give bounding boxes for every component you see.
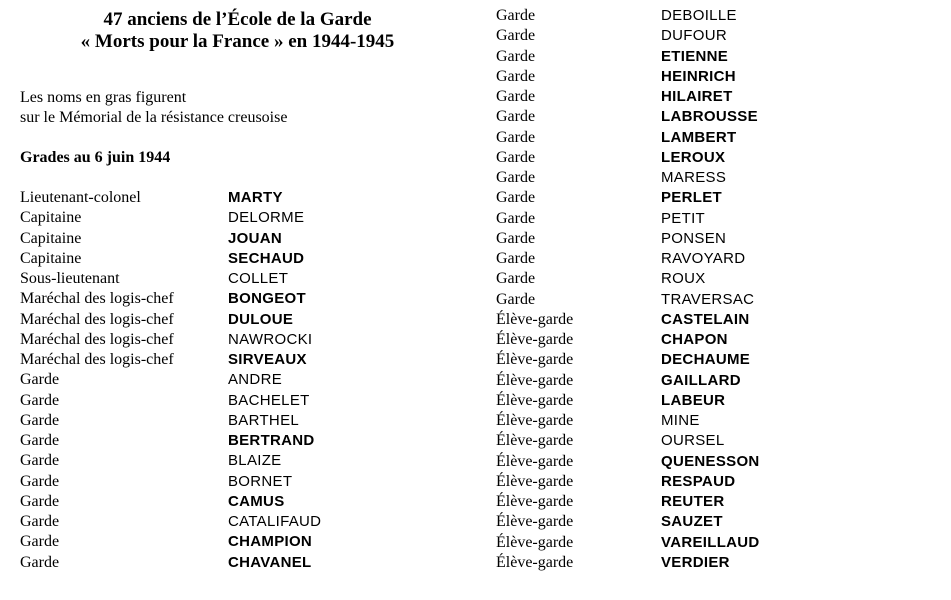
rank-label: Garde — [496, 67, 536, 85]
rank-label: Garde — [20, 411, 60, 429]
surname-label: DEBOILLE — [661, 7, 737, 24]
surname-label: CHAVANEL — [228, 553, 312, 571]
rank-label: Lieutenant-colonel — [20, 189, 141, 206]
surname-label: DECHAUME — [661, 351, 751, 369]
rank-label: Maréchal des logis-chef — [20, 310, 174, 328]
rank-label: Garde — [20, 452, 60, 470]
surname-label: MARTY — [228, 189, 283, 206]
surname-label: PERLET — [661, 189, 722, 207]
rank-label: Garde — [496, 290, 536, 308]
surname-label: QUENESSON — [661, 452, 760, 470]
rank-label: Élève-garde — [496, 351, 574, 369]
surname-label: HILAIRET — [661, 88, 733, 105]
surname-label: MARESS — [661, 169, 727, 186]
surname-label: REUTER — [661, 493, 725, 510]
rank-label: Garde — [496, 88, 536, 105]
surname-label: OURSEL — [661, 432, 725, 450]
intro-line-1: Les noms en gras figurent — [20, 89, 187, 106]
rank-label: Élève-garde — [496, 391, 574, 409]
surname-label: TRAVERSAC — [661, 290, 755, 308]
rank-label: Garde — [496, 47, 536, 65]
surname-label: DUFOUR — [661, 27, 727, 45]
rank-label: Garde — [496, 148, 536, 166]
rank-label: Élève-garde — [496, 452, 574, 470]
surname-label: CHAPON — [661, 331, 728, 348]
surname-label: GAILLARD — [661, 371, 741, 389]
rank-label: Capitaine — [20, 249, 82, 267]
surname-label: HEINRICH — [661, 67, 736, 85]
rank-label: Élève-garde — [496, 493, 574, 510]
rank-label: Garde — [496, 27, 536, 45]
surname-label: BLAIZE — [228, 452, 282, 470]
rank-label: Garde — [496, 209, 536, 227]
surname-label: LAMBERT — [661, 128, 737, 146]
surname-label: RAVOYARD — [661, 250, 746, 267]
surname-label: CAMUS — [228, 492, 285, 510]
rank-label: Garde — [20, 432, 60, 449]
rank-label: Élève-garde — [496, 533, 574, 551]
surname-label: PETIT — [661, 209, 706, 227]
page-title-line-1: 47 anciens de l’École de la Garde — [103, 9, 372, 30]
rank-label: Garde — [496, 270, 536, 288]
rank-label: Élève-garde — [496, 371, 574, 389]
surname-label: BONGEOT — [228, 290, 306, 308]
rank-label: Garde — [20, 492, 60, 510]
surname-label: CHAMPION — [228, 533, 313, 551]
surname-label: ANDRE — [228, 371, 283, 389]
rank-label: Sous-lieutenant — [20, 270, 120, 287]
rank-label: Garde — [496, 7, 536, 24]
rank-label: Maréchal des logis-chef — [20, 351, 174, 368]
surname-label: LABROUSSE — [661, 108, 758, 126]
rank-label: Élève-garde — [496, 553, 574, 571]
rank-label: Garde — [496, 250, 536, 267]
rank-label: Garde — [20, 391, 60, 409]
surname-label: PONSEN — [661, 229, 727, 247]
rank-label: Élève-garde — [496, 432, 574, 450]
rank-label: Élève-garde — [496, 412, 574, 429]
surname-label: CATALIFAUD — [228, 513, 322, 530]
rank-label: Garde — [496, 169, 536, 186]
rank-label: Garde — [20, 513, 60, 530]
surname-label: COLLET — [228, 270, 289, 287]
surname-label: VERDIER — [661, 553, 730, 571]
rank-label: Garde — [20, 533, 60, 551]
rank-label: Maréchal des logis-chef — [20, 290, 174, 308]
surname-label: RESPAUD — [661, 472, 736, 490]
surname-label: MINE — [661, 412, 700, 429]
rank-label: Élève-garde — [496, 513, 574, 531]
surname-label: NAWROCKI — [228, 330, 313, 348]
rank-label: Garde — [20, 371, 60, 389]
surname-label: CASTELAIN — [661, 310, 750, 328]
surname-label: LEROUX — [661, 148, 726, 166]
grades-heading: Grades au 6 juin 1944 — [20, 149, 171, 166]
surname-label: SECHAUD — [228, 249, 305, 267]
rank-label: Élève-garde — [496, 331, 574, 348]
surname-label: BORNET — [228, 472, 293, 490]
surname-label: ETIENNE — [661, 47, 729, 65]
rank-label: Garde — [496, 108, 536, 126]
intro-line-2: sur le Mémorial de la résistance creusoise — [20, 109, 288, 126]
surname-label: JOUAN — [228, 229, 283, 247]
rank-label: Garde — [20, 472, 60, 490]
surname-label: SAUZET — [661, 513, 723, 531]
rank-label: Garde — [20, 553, 60, 571]
surname-label: DELORME — [228, 209, 305, 227]
surname-label: SIRVEAUX — [228, 351, 307, 368]
surname-label: BACHELET — [228, 391, 310, 409]
rank-label: Capitaine — [20, 209, 82, 227]
surname-label: ROUX — [661, 270, 706, 288]
surname-label: BERTRAND — [228, 432, 315, 449]
page-title-line-2: « Morts pour la France » en 1944-1945 — [80, 31, 395, 52]
surname-label: VAREILLAUD — [661, 533, 760, 551]
rank-label: Garde — [496, 189, 536, 207]
surname-label: BARTHEL — [228, 411, 300, 429]
rank-label: Élève-garde — [496, 472, 574, 490]
rank-label: Capitaine — [20, 229, 82, 247]
surname-label: DULOUE — [228, 310, 294, 328]
rank-label: Garde — [496, 229, 536, 247]
rank-label: Garde — [496, 128, 536, 146]
rank-label: Élève-garde — [496, 310, 574, 328]
surname-label: LABEUR — [661, 391, 726, 409]
rank-label: Maréchal des logis-chef — [20, 330, 174, 348]
